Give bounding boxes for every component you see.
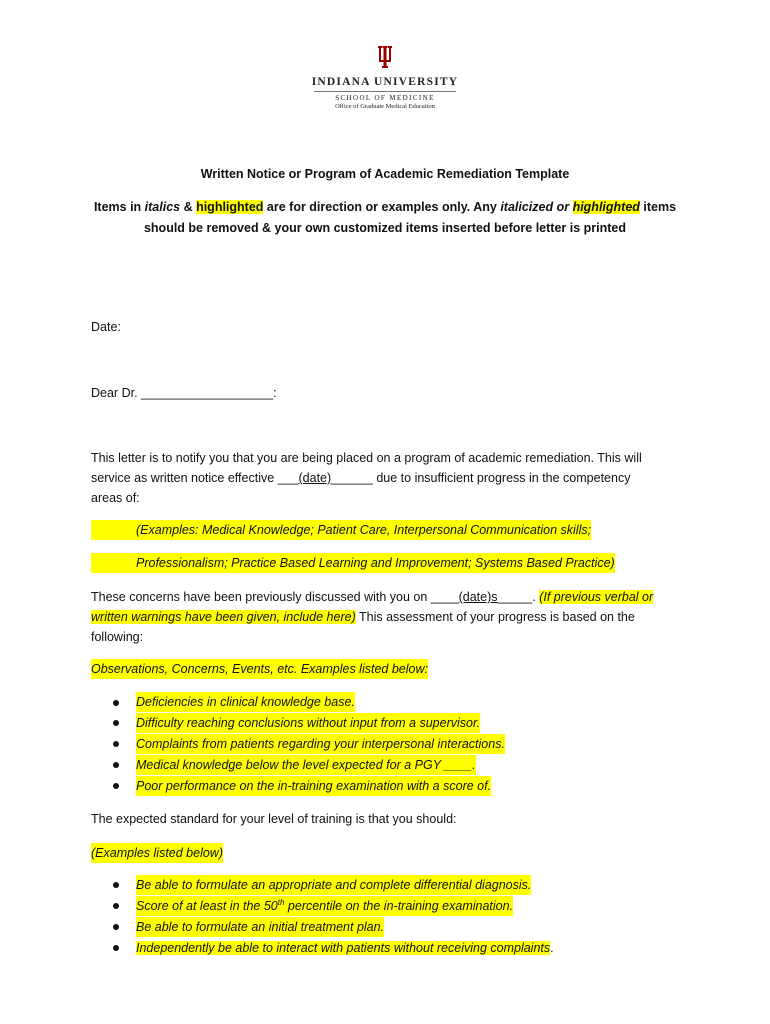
date-label: Date: (91, 320, 121, 334)
paragraph-2-line-1: These concerns have been previously discussed with you on ____(date)s_____. (If previous verbal or (91, 590, 654, 604)
standard-item: Independently be able to interact with patients without receiving complaints. (136, 941, 554, 955)
bullet-icon (113, 783, 119, 789)
bullet-icon (113, 945, 119, 951)
observation-item: Deficiencies in clinical knowledge base. (136, 692, 355, 712)
bullet-icon (113, 882, 119, 888)
paragraph-1-line-2: service as written notice effective ___(date)______ due to insufficient progress in the competency (91, 471, 631, 485)
paragraph-2-line-2: written warnings have been given, include here) This assessment of your progress is based on the (91, 610, 635, 624)
observation-item: Poor performance on the in-training examination with a score of. (136, 776, 491, 796)
observation-item: Medical knowledge below the level expected for a PGY ____. (136, 755, 476, 775)
examples-heading: (Examples listed below) (91, 843, 223, 863)
instructions-line-1: Items in italics & highlighted are for direction or examples only. Any italicized or highlighted items (93, 200, 677, 214)
bullet-icon (113, 762, 119, 768)
university-name: INDIANA UNIVERSITY (311, 76, 459, 88)
observations-heading: Observations, Concerns, Events, etc. Examples listed below: (91, 659, 428, 679)
competency-examples-line-2: Professionalism; Practice Based Learning and Improvement; Systems Based Practice) (91, 553, 615, 573)
university-logo (300, 44, 470, 110)
salutation: Dear Dr. ___________________: (91, 386, 277, 400)
bullet-icon (113, 700, 119, 706)
bullet-icon (113, 924, 119, 930)
paragraph-1-line-1: This letter is to notify you that you are being placed on a program of academic remediation. This will (91, 451, 642, 465)
competency-examples-line-1: (Examples: Medical Knowledge; Patient Care, Interpersonal Communication skills; (91, 520, 591, 540)
paragraph-1-line-3: areas of: (91, 491, 140, 505)
instructions-line-2: should be removed & your own customized items inserted before letter is printed (143, 221, 627, 235)
school-name: SCHOOL OF MEDICINE (335, 94, 435, 102)
paragraph-2-line-3: following: (91, 630, 144, 644)
observation-item: Complaints from patients regarding your interpersonal interactions. (136, 734, 505, 754)
expected-standard-text: The expected standard for your level of training is that you should: (91, 812, 457, 826)
standard-item: Be able to formulate an initial treatment plan. (136, 917, 384, 937)
divider (314, 91, 456, 92)
observation-item: Difficulty reaching conclusions without input from a supervisor. (136, 713, 480, 733)
bullet-icon (113, 720, 119, 726)
office-name: Office of Graduate Medical Education (335, 103, 435, 110)
document-title: Written Notice or Program of Academic Remediation Template (200, 167, 570, 181)
bullet-icon (113, 903, 119, 909)
standard-item: Score of at least in the 50th percentile on the in-training examination. (136, 896, 513, 916)
trident-icon (374, 44, 396, 70)
standard-item: Be able to formulate an appropriate and complete differential diagnosis. (136, 875, 531, 895)
bullet-icon (113, 741, 119, 747)
